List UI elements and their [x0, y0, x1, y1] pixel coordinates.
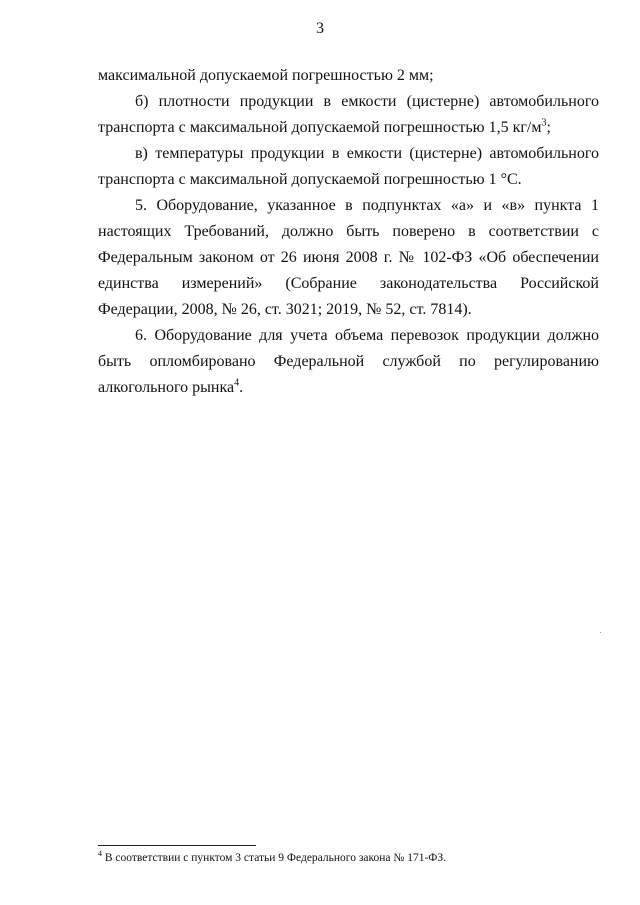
footnote-reference[interactable]: 4 [234, 377, 240, 389]
paragraph-text: максимальной допускаемой погрешностью 2 мм; [98, 67, 434, 84]
unit-superscript: 3 [541, 117, 547, 129]
paragraph-text: 6. Оборудование для учета объема перевозок продукции должно быть опломбировано Федеральной службой по регулированию алкогольного рынка [98, 327, 599, 396]
footnote-separator [98, 845, 256, 846]
paragraph-item-b [98, 89, 599, 141]
paragraph-text: б) плотности продукции в емкости (цистерне) автомобильного транспорта с максимальной допускаемой погрешностью 1,5 кг/м [98, 93, 599, 136]
paragraph-item-5 [98, 193, 599, 323]
scan-speck [600, 632, 601, 633]
paragraph-item-6 [98, 323, 599, 401]
paragraph-text: 5. Оборудование, указанное в подпунктах «а» и «в» пункта 1 настоящих Требований, должно быть поверено в соответствии с Федеральным законом от 26 июня 2008 г. № 102-ФЗ «Об обеспечении единства измерений» (Собрание законодательства Российской Федерации, 2008, № 26, ст. 3021; 2019, № 52, ст. 7814). [98, 197, 599, 318]
footnote-text: В соответствии с пунктом 3 статьи 9 Федерального закона № 171-ФЗ. [102, 852, 447, 864]
paragraph-continuation [98, 63, 599, 89]
paragraph-item-v [98, 141, 599, 193]
footnote-marker: 4 [98, 849, 102, 859]
paragraph-text: в) температуры продукции в емкости (цистерне) автомобильного транспорта с максимальной допускаемой погрешностью 1 °С. [98, 145, 599, 188]
paragraph-tail: . [239, 379, 244, 396]
paragraph-tail: ; [546, 119, 551, 136]
footnote [98, 851, 599, 866]
document-body [98, 63, 599, 401]
page-number: 3 [316, 20, 324, 37]
